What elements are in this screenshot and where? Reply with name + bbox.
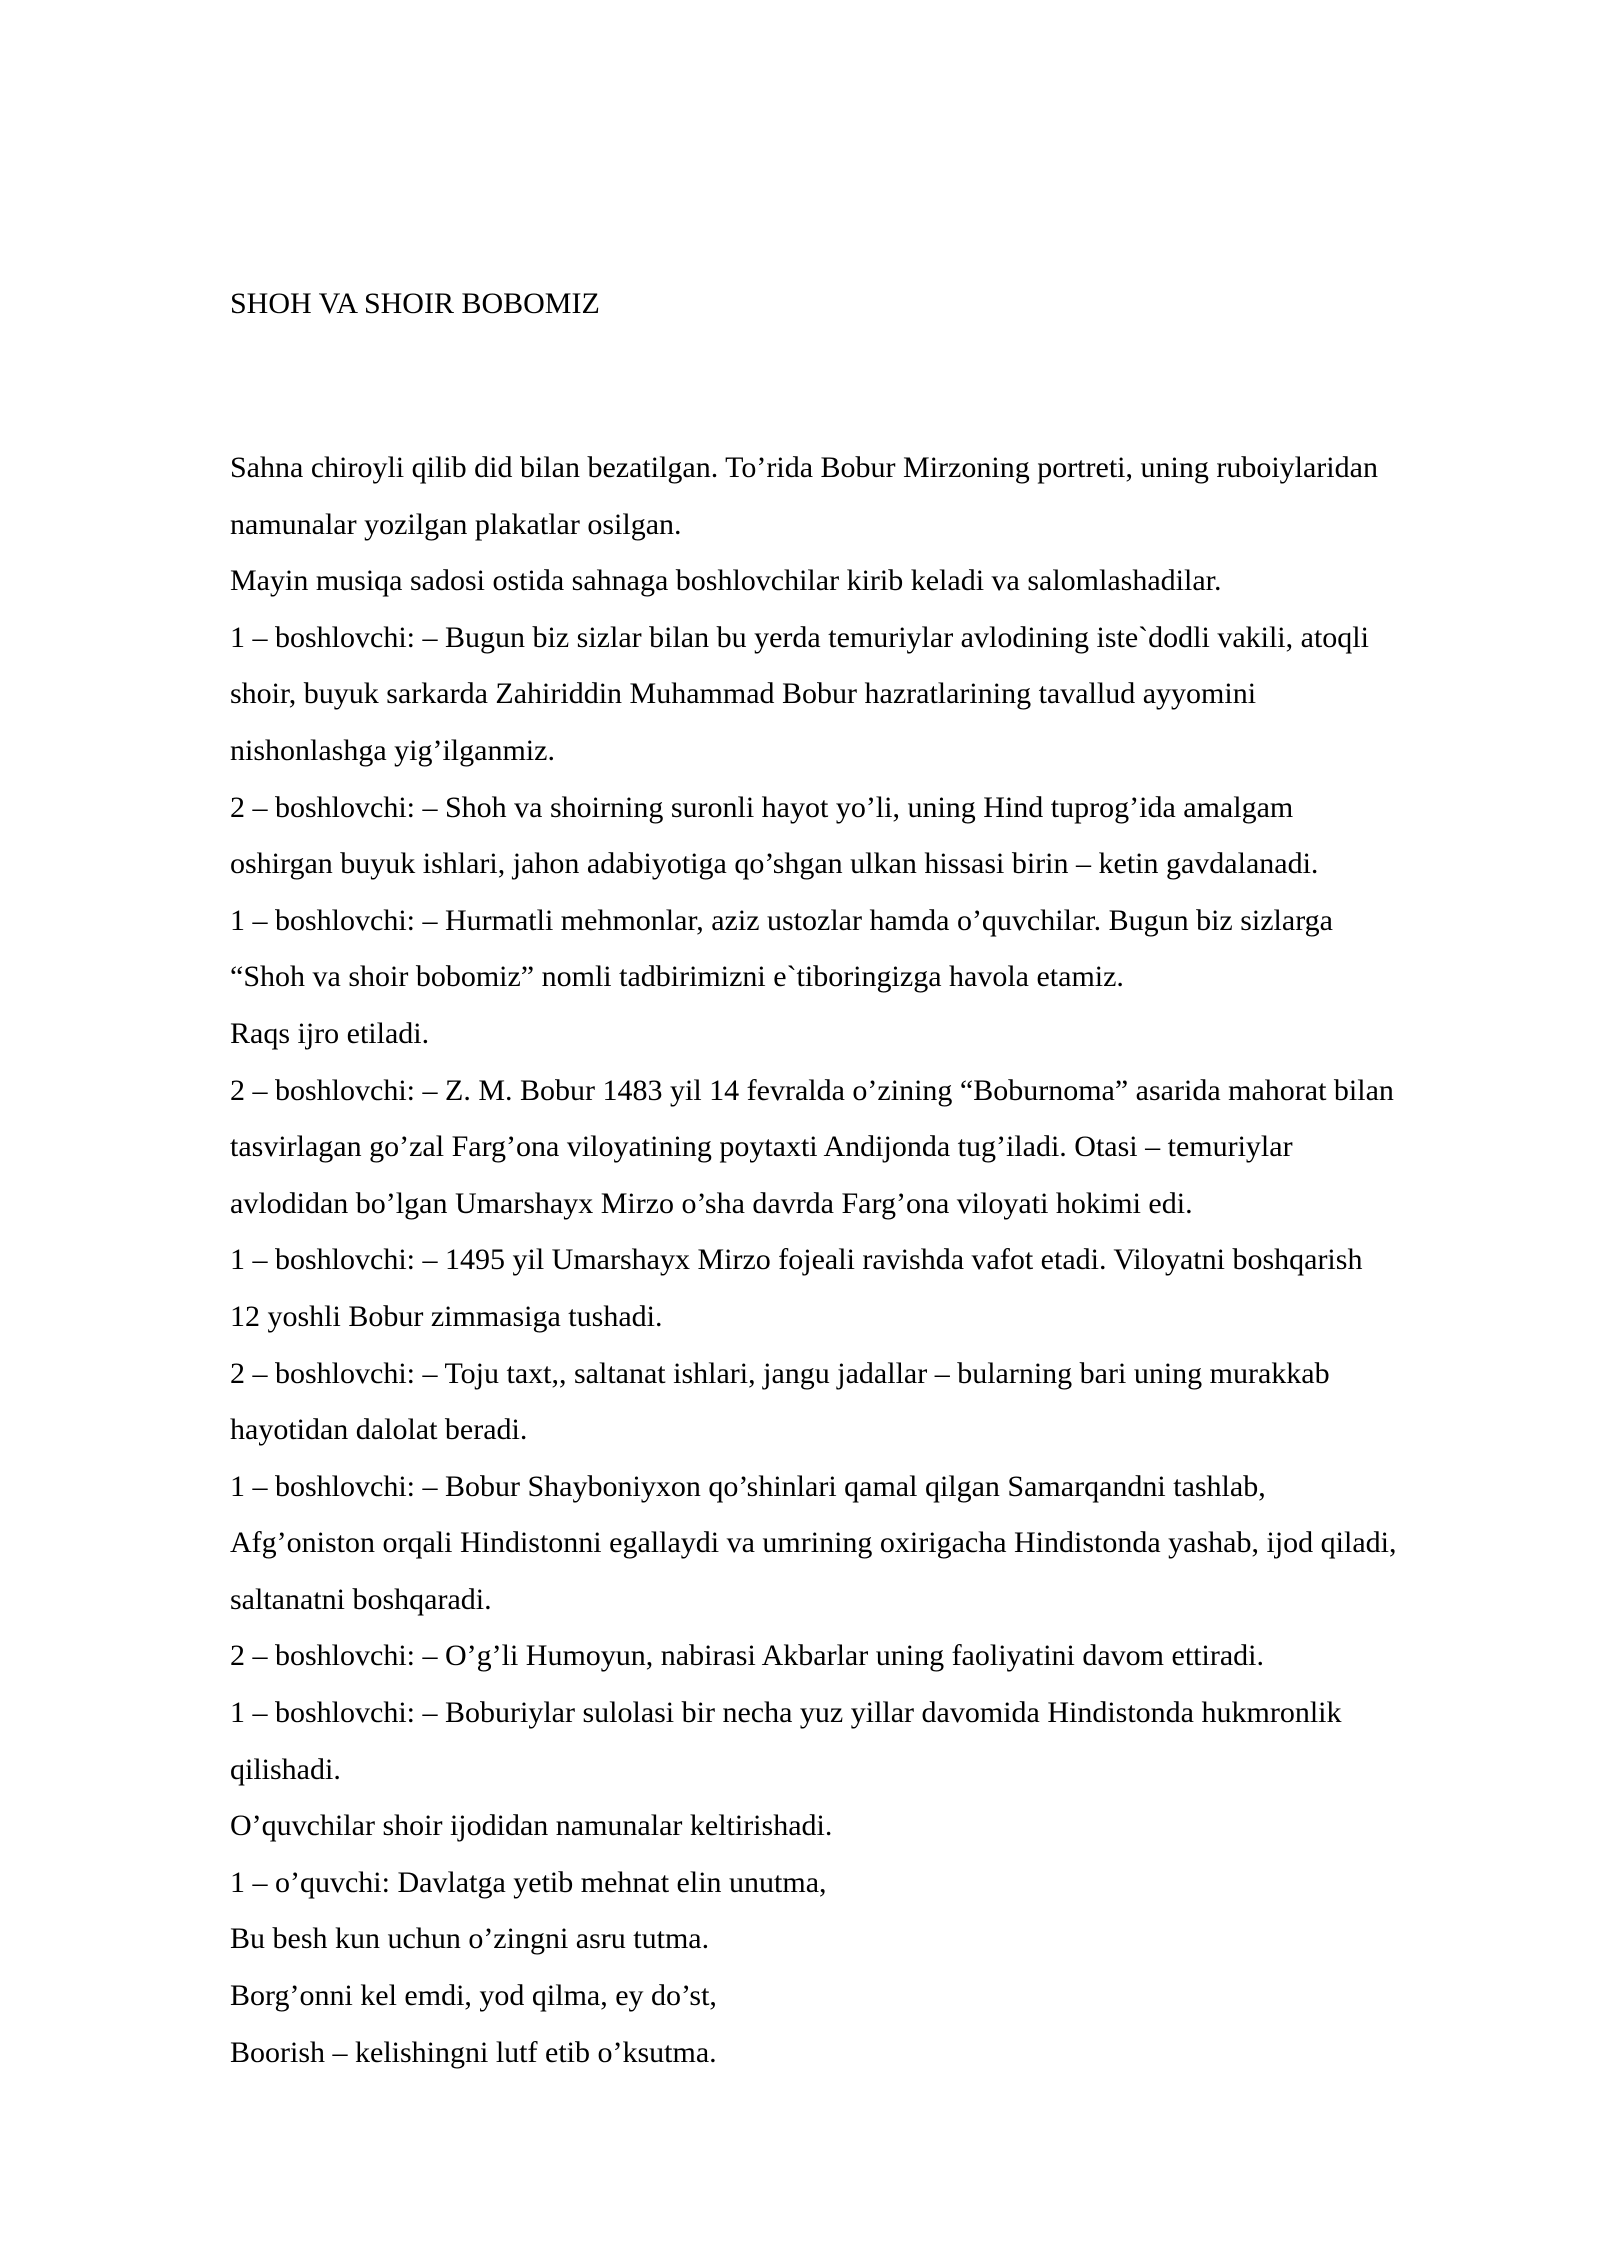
text-line: 2 – boshlovchi: – Toju taxt,, saltanat ishlari, jangu jadallar – bularning bari uning murakkab — [230, 1356, 1330, 1390]
text-line: namunalar yozilgan plakatlar osilgan. — [230, 507, 682, 541]
text-line: saltanatni boshqaradi. — [230, 1582, 492, 1616]
text-line: Sahna chiroyli qilib did bilan bezatilgan. To’rida Bobur Mirzoning portreti, uning ruboiylaridan — [230, 451, 1378, 484]
text-line: 2 – boshlovchi: – O’g’li Humoyun, nabirasi Akbarlar uning faoliyatini davom ettiradi. — [230, 1639, 1264, 1673]
text-line: O’quvchilar shoir ijodidan namunalar keltirishadi. — [230, 1809, 833, 1843]
text-line: qilishadi. — [230, 1752, 341, 1786]
text-line: 1 – boshlovchi: – 1495 yil Umarshayx Mirzo fojeali ravishda vafot etadi. Viloyatni boshqarish — [230, 1243, 1363, 1277]
text-line: Bu besh kun uchun o’zingni asru tutma. — [230, 1922, 710, 1956]
text-line: 1 – o’quvchi: Davlatga yetib mehnat elin unutma, — [230, 1865, 827, 1899]
text-line: Afg’oniston orqali Hindistonni egallaydi va umrining oxirigacha Hindistonda yashab, ijod qiladi, — [230, 1526, 1397, 1560]
text-line: tasvirlagan go’zal Farg’ona viloyatining poytaxti Andijonda tug’iladi. Otasi – temuriylar — [230, 1130, 1293, 1164]
text-line: 1 – boshlovchi: – Bugun biz sizlar bilan bu yerda temuriylar avlodining iste`dodli vakili, atoqli — [230, 620, 1369, 654]
document-title: SHOH VA SHOIR BOBOMIZ — [230, 287, 600, 320]
text-line: 1 – boshlovchi: – Hurmatli mehmonlar, aziz ustozlar hamda o’quvchilar. Bugun biz sizlarga — [230, 903, 1333, 937]
text-line: Mayin musiqa sadosi ostida sahnaga boshlovchilar kirib keladi va salomlashadilar. — [230, 564, 1222, 598]
text-line: 12 yoshli Bobur zimmasiga tushadi. — [230, 1299, 663, 1333]
text-line: “Shoh va shoir bobomiz” nomli tadbirimizni e`tiboringizga havola etamiz. — [230, 960, 1124, 994]
text-line: nishonlashga yig’ilganmiz. — [230, 733, 555, 767]
text-line: oshirgan buyuk ishlari, jahon adabiyotiga qo’shgan ulkan hissasi birin – ketin gavdalanadi. — [230, 847, 1319, 881]
text-line: Raqs ijro etiladi. — [230, 1016, 430, 1050]
text-line: 2 – boshlovchi: – Z. M. Bobur 1483 yil 14 fevralda o’zining “Boburnoma” asarida mahorat bilan — [230, 1073, 1394, 1107]
text-line: avlodidan bo’lgan Umarshayx Mirzo o’sha davrda Farg’ona viloyati hokimi edi. — [230, 1186, 1193, 1220]
text-line: Borg’onni kel emdi, yod qilma, ey do’st, — [230, 1979, 717, 2013]
text-line: 1 – boshlovchi: – Bobur Shayboniyxon qo’shinlari qamal qilgan Samarqandni tashlab, — [230, 1469, 1266, 1503]
text-line: shoir, buyuk sarkarda Zahiriddin Muhammad Bobur hazratlarining tavallud ayyomini — [230, 677, 1257, 711]
text-line: 1 – boshlovchi: – Boburiylar sulolasi bir necha yuz yillar davomida Hindistonda hukmronlik — [230, 1696, 1342, 1730]
document-body — [230, 440, 1530, 2081]
text-line: 2 – boshlovchi: – Shoh va shoirning suronli hayot yo’li, uning Hind tuprog’ida amalgam — [230, 790, 1294, 824]
text-line: hayotidan dalolat beradi. — [230, 1413, 528, 1447]
text-line: Boorish – kelishingni lutf etib o’ksutma. — [230, 2035, 717, 2069]
